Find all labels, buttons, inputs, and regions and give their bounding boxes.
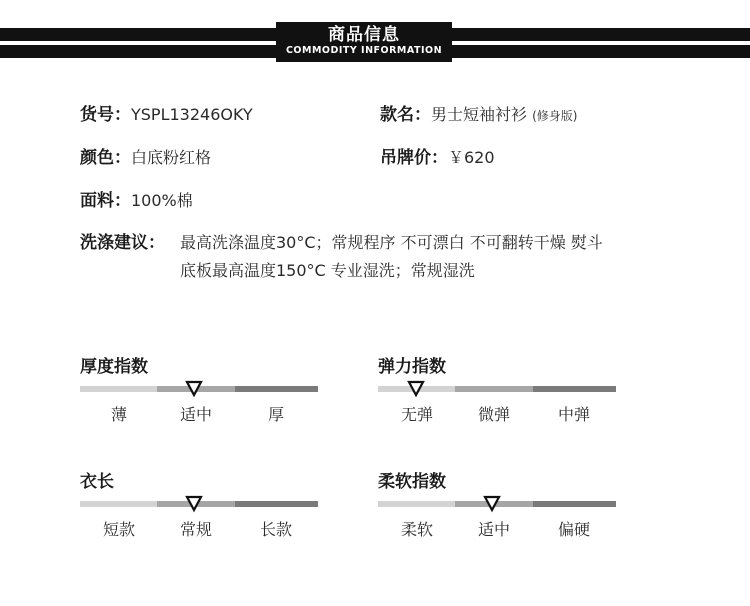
- care-line-2: 底板最高温度150°C 专业湿洗；常规湿洗: [180, 261, 475, 280]
- length-scale: [80, 471, 320, 561]
- scale-option-label: 短款: [102, 520, 135, 539]
- scale-option-label: 薄: [110, 405, 127, 424]
- item-no-row: [80, 104, 253, 126]
- scale-segment: [235, 501, 318, 507]
- header-title-box: [276, 22, 452, 62]
- scale-option-label: 偏硬: [557, 520, 590, 539]
- style-value: 男士短袖衬衫: [431, 105, 528, 124]
- thickness-index-scale: [80, 356, 320, 446]
- triangle-marker-icon: [407, 380, 425, 398]
- scale-option-label: 中弹: [557, 405, 590, 424]
- triangle-marker-icon: [483, 495, 501, 513]
- style-note: (修身版): [532, 109, 578, 123]
- care-line-1: 最高洗涤温度30°C；常规程序 不可漂白 不可翻转干燥 熨斗: [180, 233, 603, 252]
- scale-option-label: 柔软: [400, 520, 433, 539]
- style-row: [380, 104, 577, 127]
- price-row: [380, 147, 495, 169]
- header-banner: [0, 22, 750, 60]
- scale-segment: [533, 501, 616, 507]
- scale-title: 弹力指数: [378, 357, 446, 377]
- scale-title: 柔软指数: [378, 472, 446, 492]
- scale-title: 衣长: [80, 472, 114, 492]
- scale-option-label: 常规: [179, 520, 212, 539]
- page-title: 商品信息: [328, 25, 400, 45]
- scale-segment: [533, 386, 616, 392]
- scale-segment: [235, 386, 318, 392]
- fabric-row: [80, 190, 193, 212]
- elasticity-index-scale: [378, 356, 618, 446]
- triangle-marker-icon: [185, 380, 203, 398]
- scale-segment: [378, 501, 455, 507]
- color-row: [80, 147, 211, 169]
- scale-option-label: 微弹: [477, 405, 510, 424]
- color-label: 颜色：: [80, 148, 131, 168]
- scale-option-label: 无弹: [400, 405, 433, 424]
- scale-segment: [455, 386, 533, 392]
- color-value: 白底粉红格: [131, 148, 212, 167]
- scale-segment: [80, 386, 157, 392]
- care-label: 洗涤建议：: [80, 233, 165, 253]
- scale-option-label: 适中: [477, 520, 510, 539]
- triangle-marker-icon: [185, 495, 203, 513]
- page-subtitle: COMMODITY INFORMATION: [285, 45, 443, 56]
- scale-option-label: 长款: [259, 520, 292, 539]
- item-no-value: YSPL13246OKY: [131, 105, 253, 124]
- scale-option-label: 厚: [267, 405, 284, 424]
- fabric-label: 面料：: [80, 191, 131, 211]
- scale-option-label: 适中: [179, 405, 212, 424]
- care-instructions: [180, 229, 700, 285]
- scale-segment: [80, 501, 157, 507]
- style-label: 款名：: [380, 105, 431, 125]
- item-no-label: 货号：: [80, 105, 131, 125]
- scale-title: 厚度指数: [80, 357, 148, 377]
- care-label-row: [80, 232, 165, 254]
- fabric-value: 100%棉: [131, 191, 193, 210]
- price-label: 吊牌价：: [380, 148, 448, 168]
- softness-index-scale: [378, 471, 618, 561]
- price-value: ￥620: [448, 148, 495, 167]
